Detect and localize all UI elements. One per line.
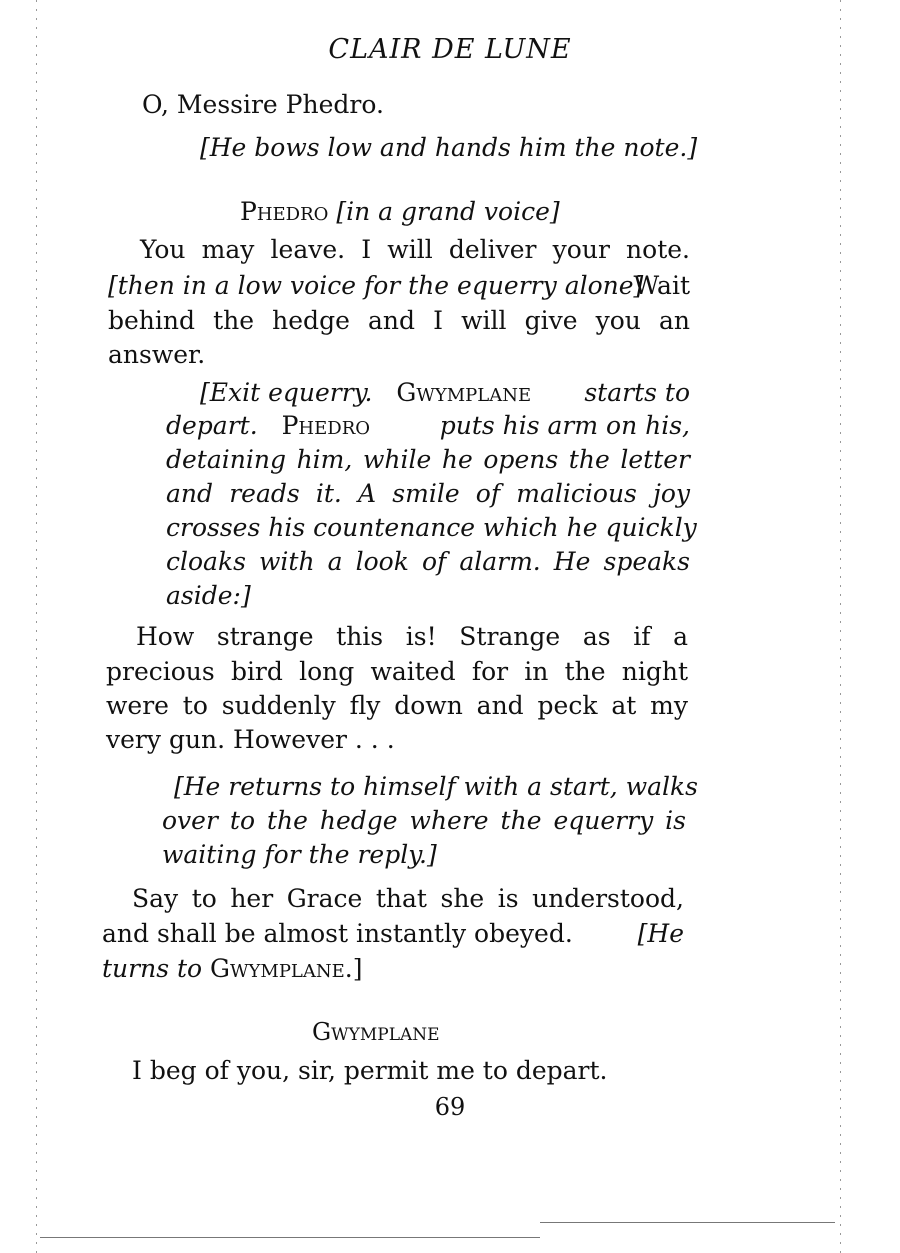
stage-direction-line <box>200 376 690 410</box>
stage-direction-line: detaining him, while he opens the letter <box>166 445 690 474</box>
speech-text: and shall be almost instantly obeyed. <box>102 919 573 948</box>
running-header: CLAIR DE LUNE <box>328 34 572 65</box>
stage-direction: [He <box>637 919 684 948</box>
speech-line: were to suddenly fly down and peck at my <box>106 691 688 720</box>
stage-direction-line: aside:] <box>166 581 251 610</box>
speaker-name: Phedro <box>240 197 329 226</box>
scan-edge-right <box>840 0 841 1253</box>
scan-edge-line <box>40 1237 540 1238</box>
speech-line: precious bird long waited for in the night <box>106 657 688 686</box>
stage-direction: [then in a low voice for the equerry alone] <box>108 271 644 300</box>
stage-direction-line: crosses his countenance which he quickly <box>166 513 697 542</box>
stage-direction-line: and reads it. A smile of malicious joy <box>166 479 690 508</box>
stage-direction: [in a grand voice] <box>336 197 560 226</box>
stage-direction-line <box>102 952 362 986</box>
speaker-heading: Gwymplane <box>312 1018 440 1046</box>
speech-line: answer. <box>108 340 206 369</box>
speech-line: How strange this is! Strange as if a <box>136 622 688 651</box>
character-name: Phedro <box>281 411 371 440</box>
stage-direction: [Exit equerry. <box>200 378 373 407</box>
stage-direction: turns to <box>102 954 203 983</box>
stage-direction: depart. <box>166 411 258 440</box>
speech-text: Wait <box>633 271 690 300</box>
stage-direction: puts his arm on his, <box>439 411 690 440</box>
stage-direction-line <box>166 409 690 443</box>
speech-line: You may leave. I will deliver your note. <box>140 235 690 264</box>
speech-line: behind the hedge and I will give you an <box>108 306 690 335</box>
stage-direction-line: cloaks with a look of alarm. He speaks <box>166 547 690 576</box>
speech-line: very gun. However . . . <box>106 725 395 754</box>
character-name: Gwymplane <box>396 378 532 407</box>
scan-edge-left <box>36 0 37 1253</box>
stage-direction: [He bows low and hands him the note.] <box>200 133 698 162</box>
speaker-heading <box>240 195 560 229</box>
speech-line <box>102 917 684 951</box>
stage-direction: starts to <box>584 378 690 407</box>
scan-edge-line <box>540 1222 835 1223</box>
page-number: 69 <box>434 1093 466 1121</box>
character-name: Gwymplane <box>210 954 345 983</box>
stage-direction: .] <box>344 954 363 983</box>
speech-line: I beg of you, sir, permit me to depart. <box>132 1056 608 1085</box>
speech-line <box>108 269 690 303</box>
speech-line: O, Messire Phedro. <box>142 90 384 119</box>
stage-direction-line: [He returns to himself with a start, walks <box>174 772 698 801</box>
stage-direction-line: waiting for the reply.] <box>162 840 437 869</box>
speech-line: Say to her Grace that she is understood, <box>132 884 684 913</box>
stage-direction-line: over to the hedge where the equerry is <box>162 806 686 835</box>
